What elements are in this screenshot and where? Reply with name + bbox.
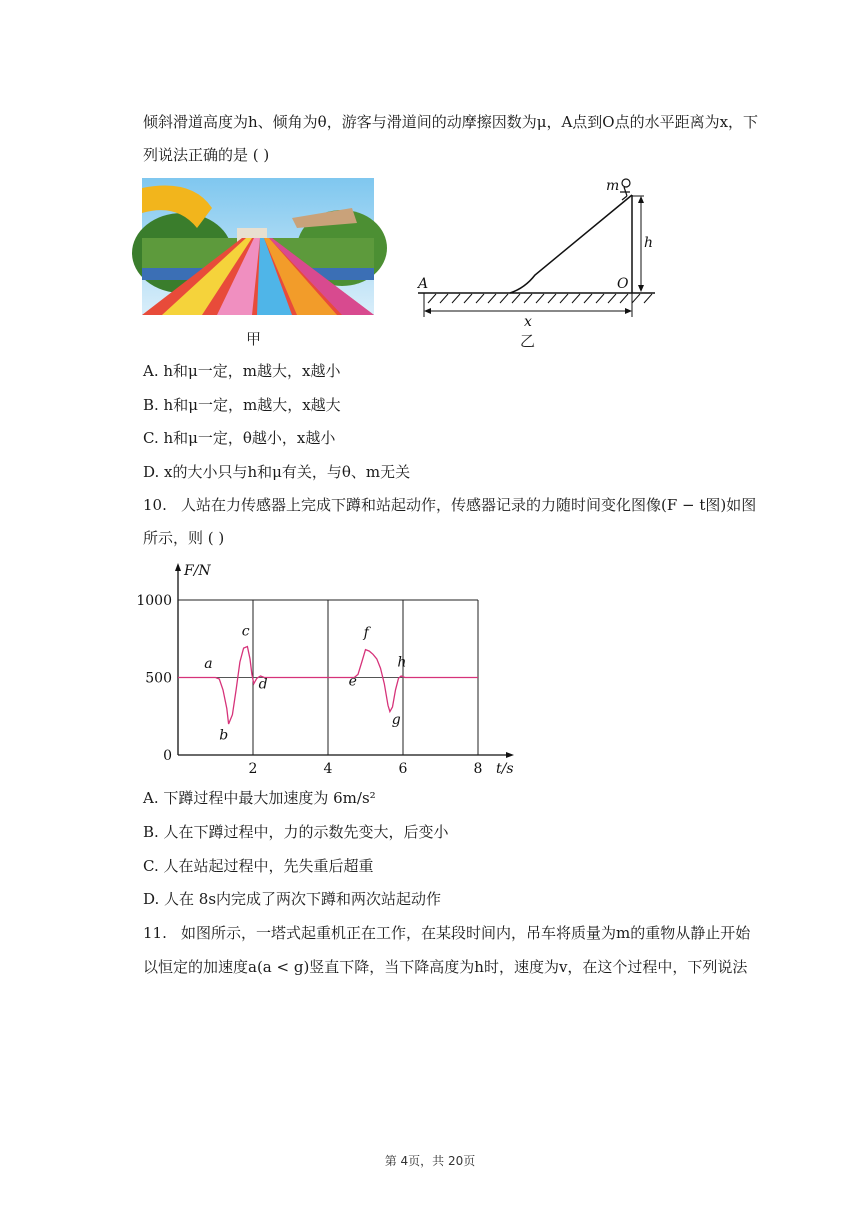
label-x: x — [524, 314, 532, 330]
q10-stem-line2: 所示，则 ( ) — [143, 529, 225, 547]
q9-option-c: C. h和μ一定，θ越小，x越小 — [143, 429, 336, 447]
q9-option-b: B. h和μ一定，m越大，x越大 — [143, 396, 341, 414]
q9-stem-line2: 列说法正确的是 ( ) — [143, 146, 270, 164]
y-tick-0: 0 — [163, 748, 172, 764]
q10-option-c: C. 人在站起过程中，先失重后超重 — [143, 857, 374, 875]
x-tick-2: 2 — [248, 761, 258, 777]
q10-stem-line1 — [143, 495, 756, 515]
point-label-g: g — [391, 712, 401, 728]
label-A: A — [418, 276, 429, 292]
y-tick-500: 500 — [145, 670, 172, 687]
page-footer: 第 4页，共 20页 — [384, 1154, 476, 1168]
q10-option-a: A. 下蹲过程中最大加速度为 6m/s² — [143, 789, 376, 807]
q10-number: 10. — [143, 496, 167, 514]
force-time-chart — [136, 555, 520, 780]
q10-option-b: B. 人在下蹲过程中，力的示数先变大，后变小 — [143, 823, 449, 841]
q11-stem-line1 — [143, 923, 750, 943]
incline-diagram — [410, 170, 665, 350]
point-label-h: h — [397, 654, 407, 671]
x-axis-arrow — [506, 752, 514, 758]
person-icon — [622, 179, 630, 187]
point-label-c: c — [241, 623, 250, 640]
x-tick-6: 6 — [398, 761, 408, 777]
y-axis-arrow — [175, 563, 181, 571]
q9-option-d: D. x的大小只与h和μ有关，与θ、m无关 — [143, 463, 411, 481]
q9-option-a: A. h和μ一定，m越大，x越小 — [143, 362, 341, 380]
y-axis-label: F/N — [184, 563, 211, 579]
q10-option-d: D. 人在 8s内完成了两次下蹲和两次站起动作 — [143, 890, 442, 908]
figure-yi-caption: 乙 — [520, 332, 536, 350]
point-label-d: d — [258, 676, 268, 693]
q11-stem-text1: 如图所示，一塔式起重机正在工作，在某段时间内，吊车将质量为m的重物从静止开始 — [181, 924, 751, 942]
x-axis-label: t/s — [496, 761, 514, 777]
label-h: h — [644, 235, 654, 251]
point-label-a: a — [204, 656, 213, 673]
point-label-f: f — [363, 625, 369, 642]
q10-stem-text1: 人站在力传感器上完成下蹲和站起动作，传感器记录的力随时间变化图像(F − t图)如图 — [181, 496, 757, 514]
label-O: O — [617, 276, 629, 292]
q9-stem-line1: 倾斜滑道高度为h、倾角为θ，游客与滑道间的动摩擦因数为μ，A点到O点的水平距离为x，下 — [143, 113, 759, 131]
water-slide-photo — [142, 178, 374, 315]
q11-stem-line2: 以恒定的加速度a(a < g)竖直下降，当下降高度为h时，速度为v，在这个过程中，下列说法 — [143, 958, 748, 976]
slide-path — [510, 195, 632, 293]
x-tick-8: 8 — [473, 761, 483, 777]
point-label-b: b — [219, 727, 229, 744]
figure-jia-caption: 甲 — [246, 330, 262, 348]
x-tick-4: 4 — [323, 761, 333, 777]
q11-number: 11. — [143, 924, 167, 942]
point-label-e: e — [348, 673, 357, 690]
y-tick-1000: 1000 — [136, 593, 172, 609]
label-m: m — [606, 178, 620, 194]
